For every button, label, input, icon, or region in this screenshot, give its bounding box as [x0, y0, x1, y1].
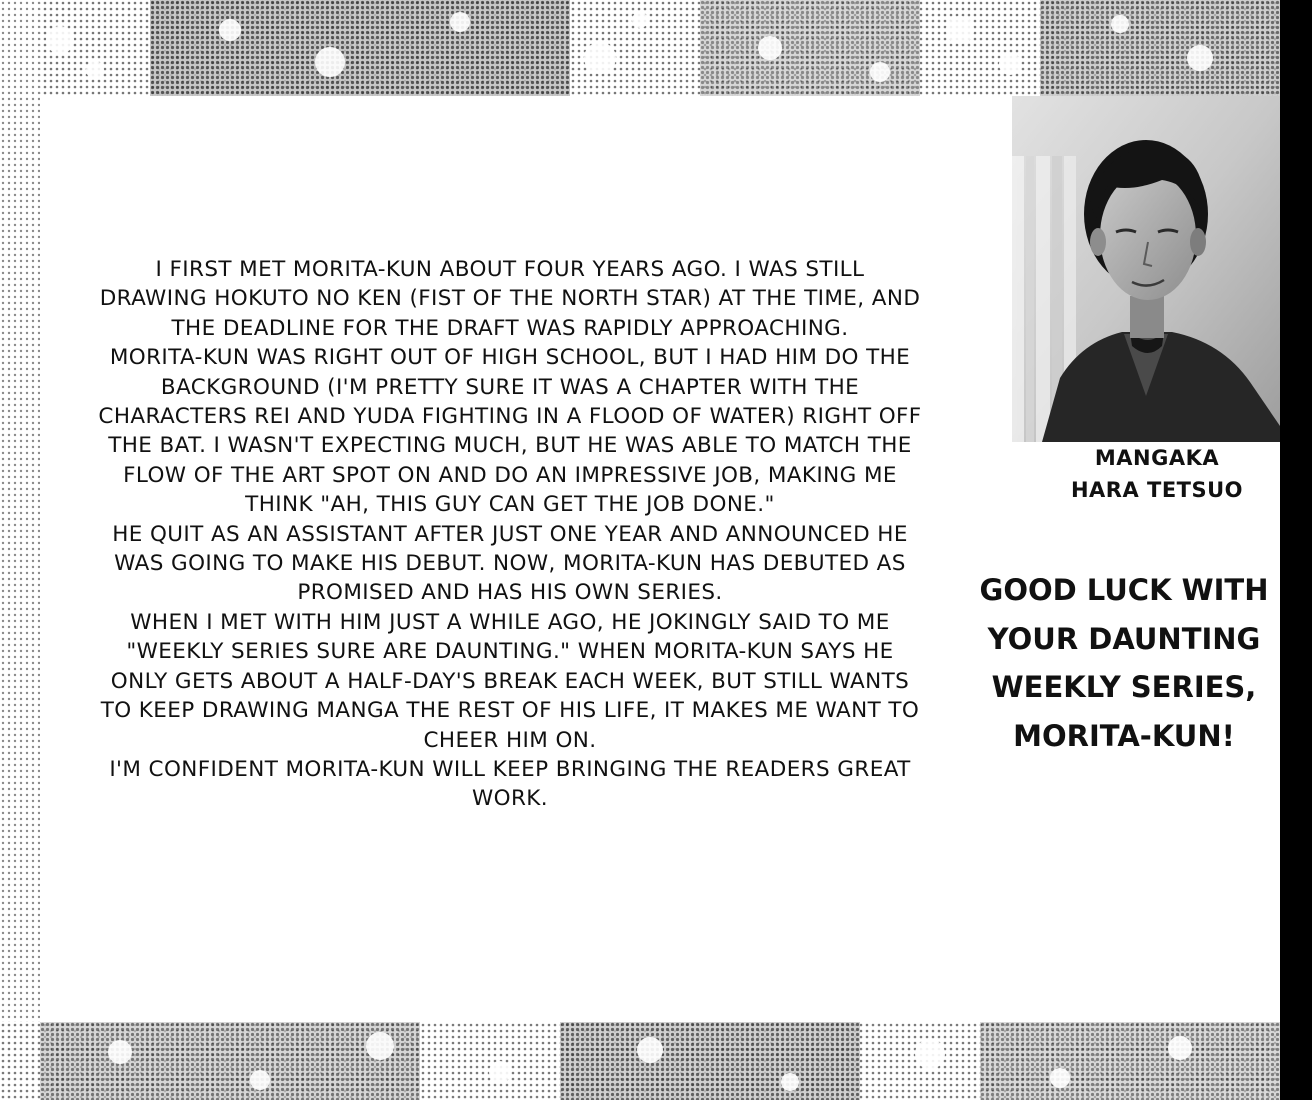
message-line: FLOW OF THE ART SPOT ON AND DO AN IMPRESSIVE JOB, MAKING ME — [123, 462, 897, 488]
message-line: THINK "AH, THIS GUY CAN GET THE JOB DONE." — [245, 492, 775, 518]
cheer-line: MORITA-KUN! — [1013, 718, 1235, 753]
cheer-message — [962, 566, 1286, 760]
message-line: ONLY GETS ABOUT A HALF-DAY'S BREAK EACH WEEK, BUT STILL WANTS — [110, 668, 910, 694]
message-line: DRAWING HOKUTO NO KEN (FIST OF THE NORTH STAR) AT THE TIME, AND — [99, 286, 921, 312]
message-body — [55, 255, 965, 814]
message-line: TO KEEP DRAWING MANGA THE REST OF HIS LIFE, IT MAKES ME WANT TO — [100, 698, 920, 724]
cheer-line: WEEKLY SERIES, — [991, 670, 1257, 704]
cheer-line: GOOD LUCK WITH — [979, 573, 1269, 607]
message-line: THE DEADLINE FOR THE DRAFT WAS RAPIDLY APPROACHING. — [171, 315, 849, 341]
message-line: CHARACTERS REI AND YUDA FIGHTING IN A FLOOD OF WATER) RIGHT OFF — [98, 404, 922, 430]
message-line: CHEER HIM ON. — [423, 727, 597, 753]
author-photo — [1012, 96, 1280, 442]
message-line: I'M CONFIDENT MORITA-KUN WILL KEEP BRINGING THE READERS GREAT — [109, 756, 911, 782]
message-line: "WEEKLY SERIES SURE ARE DAUNTING." WHEN MORITA-KUN SAYS HE — [126, 639, 894, 665]
message-line: I FIRST MET MORITA-KUN ABOUT FOUR YEARS AGO. I WAS STILL — [155, 257, 865, 282]
author-role: MANGAKA — [1094, 446, 1220, 470]
photo-caption — [1032, 442, 1282, 506]
message-line: BACKGROUND (I'M PRETTY SURE IT WAS A CHAPTER WITH THE — [160, 374, 860, 400]
author-portrait-icon — [1012, 96, 1280, 442]
screentone-left-strip — [0, 0, 40, 1100]
screentone-top-band — [0, 0, 1312, 96]
message-line: THE BAT. I WASN'T EXPECTING MUCH, BUT HE WAS ABLE TO MATCH THE — [108, 433, 912, 459]
message-line: PROMISED AND HAS HIS OWN SERIES. — [297, 580, 723, 606]
message-line: HE QUIT AS AN ASSISTANT AFTER JUST ONE YEAR AND ANNOUNCED HE — [112, 521, 908, 547]
screentone-bottom-band — [0, 1022, 1312, 1100]
author-name: HARA TETSUO — [1070, 478, 1244, 502]
cheer-line: YOUR DAUNTING — [987, 621, 1261, 656]
message-line: MORITA-KUN WAS RIGHT OUT OF HIGH SCHOOL, BUT I HAD HIM DO THE — [109, 345, 911, 371]
message-line: WAS GOING TO MAKE HIS DEBUT. NOW, MORITA-KUN HAS DEBUTED AS — [114, 551, 906, 577]
message-line: WHEN I MET WITH HIM JUST A WHILE AGO, HE JOKINGLY SAID TO ME — [130, 609, 890, 635]
page-right-border — [1280, 0, 1312, 1100]
message-line: WORK. — [471, 786, 549, 812]
